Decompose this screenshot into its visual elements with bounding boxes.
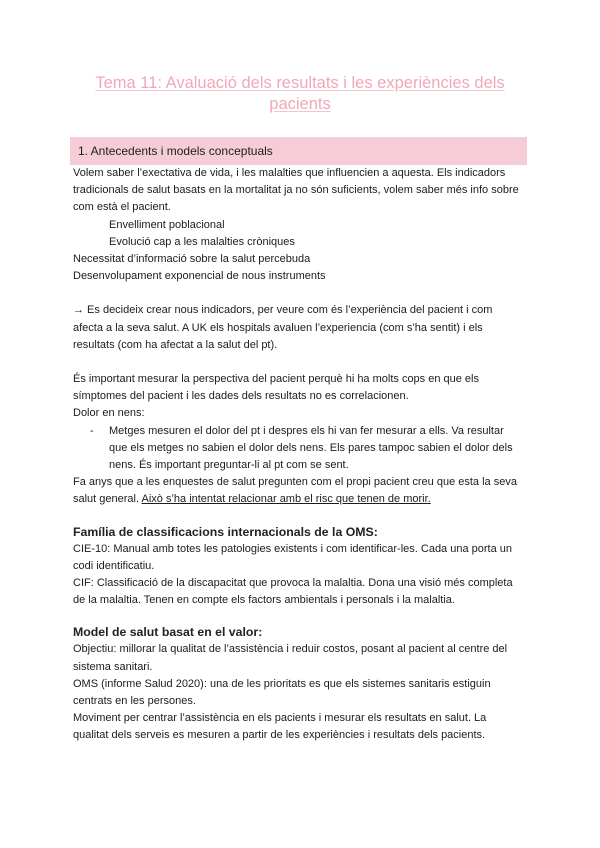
heading-model: Model de salut basat en el valor: — [73, 625, 263, 640]
heading-oms: Família de classificacions internacionals de la OMS: — [73, 524, 378, 539]
section-heading: 1. Antecedents i models conceptuals — [78, 144, 273, 158]
spacer — [73, 285, 523, 302]
paragraph-important: És important mesurar la perspectiva del pacient perquè hi ha molts cops en que els símptomes del pacient i les dades dels resultats no es correlacionen. — [73, 373, 479, 403]
dash-bullet: - — [90, 424, 94, 437]
document-body — [73, 165, 523, 745]
list-item-text: Metges mesuren el dolor del pt i despres els hi van fer mesurar a ells. Va resultar que els metges no sabien el dolor dels nens. Els pares tampoc sabien el dolor dels nens. És important preguntar-li al pt com se sent. — [109, 424, 513, 472]
paragraph-objectiu: Objectiu: millorar la qualitat de l’assistència i reduir costos, posant al pacient al centre del sistema sanitari. — [73, 643, 508, 673]
indented-line: Evolució cap a les malalties cròniques — [109, 235, 295, 248]
paragraph-dolor-label: Dolor en nens: — [73, 407, 145, 420]
section-heading-bar — [70, 137, 527, 165]
page-title: Tema 11: Avaluació dels resultats i les experiències dels pacients — [95, 74, 505, 113]
paragraph-text: Fa anys que a les enquestes de salut pregunten com el propi pacient creu que esta la seva salut general. — [73, 476, 517, 506]
indented-line: Envelliment poblacional — [109, 218, 225, 231]
paragraph-line: Necessitat d’informació sobre la salut percebuda — [73, 253, 311, 266]
paragraph-intro: Volem saber l’exectativa de vida, i les malalties que influencien a aquesta. Els indicadors tradicionals de salut basats en la mortalitat ja no són suficients, volem saber més info sobre com està el pacient. — [73, 167, 519, 214]
underlined-text: Això s’ha intentat relacionar amb el risc que tenen de morir. — [141, 493, 431, 506]
spacer — [73, 354, 523, 371]
paragraph-cie: CIE-10: Manual amb totes les patologies existents i com identificar-les. Cada una porta un codi identificatiu. — [73, 542, 513, 572]
paragraph-fa-anys — [73, 474, 523, 508]
list-item — [73, 423, 523, 475]
paragraph-oms: OMS (informe Salud 2020): una de les prioritats es que els sistemes sanitaris estiguin centrats en les persones. — [73, 677, 491, 708]
paragraph-arrow: → Es decideix crear nous indicadors, per veure com és l’experiència del pacient i com afecta a la seva salut. A UK els hospitals avaluen l’experiencia (com s’ha sentit) i els resultats (com ha afectat a la salut del pt). — [73, 304, 493, 351]
paragraph-line: Desenvolupament exponencial de nous instruments — [73, 270, 326, 283]
paragraph-moviment: Moviment per centrar l’assistència en els pacients i mesurar els resultats en salut. La qualitat dels serveis es mesuren a partir de les experiències i resultats dels pacients. — [73, 712, 487, 742]
paragraph-cif: CIF: Classificació de la discapacitat que provoca la malaltia. Dona una visió més completa de la malaltia. Tenen en compte els factors ambientals i personals i la malaltia. — [73, 577, 513, 607]
